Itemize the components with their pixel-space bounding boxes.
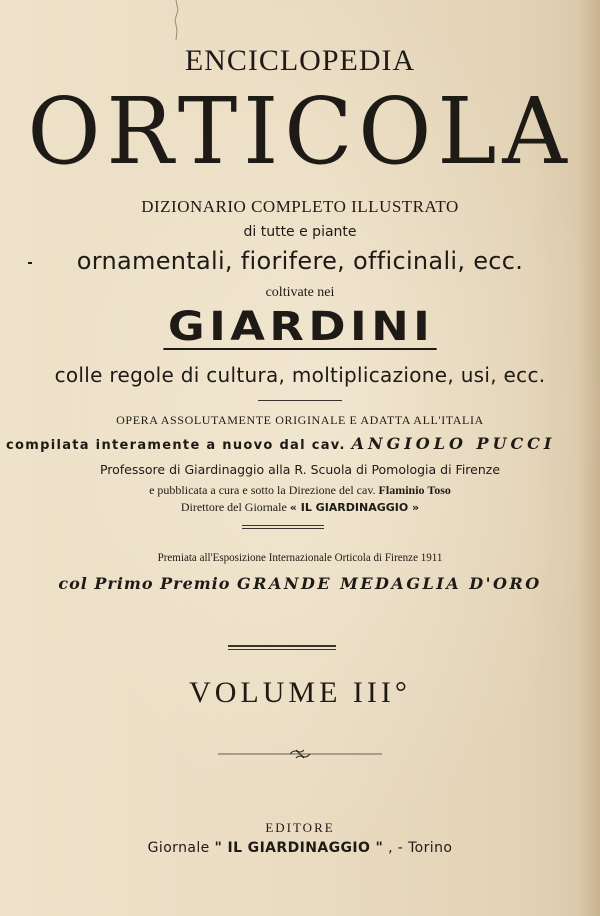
giardini-heading xyxy=(0,304,600,350)
opera-statement: OPERA ASSOLUTAMENTE ORIGINALE E ADATTA ALL'ITALIA xyxy=(116,413,484,427)
divider-double-bottom xyxy=(242,528,324,529)
professore-line: Professore di Giardinaggio alla R. Scuola di Pomologia di Firenze xyxy=(99,462,501,477)
publisher-name: " IL GIARDINAGGIO " xyxy=(214,840,384,856)
journal-name: « IL GIARDINAGGIO » xyxy=(289,501,420,514)
editore-label: EDITORE xyxy=(265,820,335,835)
pubblicata-line xyxy=(0,483,600,498)
direttore-prefix: Direttore del Giornale xyxy=(180,500,287,514)
medal-prefix: col Primo Premio xyxy=(58,574,231,593)
line-regole: colle regole di cultura, moltiplicazione, usi, ecc. xyxy=(54,363,546,387)
ornament-divider xyxy=(0,746,600,762)
medal-line xyxy=(0,574,600,593)
publisher-prefix: Giornale xyxy=(147,840,210,856)
direttore-line xyxy=(0,500,600,515)
publisher-city: , - Torino xyxy=(388,840,453,856)
volume-number: VOLUME III° xyxy=(189,676,411,709)
line-coltivate: coltivate nei xyxy=(265,285,335,300)
award-line: Premiata all'Esposizione Internazionale Orticola di Firenze 1911 xyxy=(157,550,443,564)
author-name: ANGIOLO PUCCI xyxy=(351,434,556,453)
director-name: Flaminio Toso xyxy=(378,483,451,497)
pubblicata-prefix: e pubblicata a cura e sotto la Direzione del cav. xyxy=(149,483,376,497)
author-prefix: compilata interamente a nuovo dal cav. xyxy=(6,438,346,453)
paper-tear-mark xyxy=(172,0,182,40)
divider-volume-thin xyxy=(228,649,336,650)
divider-volume-top xyxy=(228,645,336,647)
divider-short xyxy=(258,400,342,401)
giardini-text: GIARDINI xyxy=(163,306,436,350)
divider-double-top xyxy=(242,525,324,526)
author-line xyxy=(6,434,555,453)
line-tutte: di tutte e piante xyxy=(243,224,357,240)
main-title: ORTICOLA xyxy=(27,78,573,185)
subtitle: DIZIONARIO COMPLETO ILLUSTRATO xyxy=(141,197,459,216)
publisher-line xyxy=(0,840,600,856)
medal-name: GRANDE MEDAGLIA D'ORO xyxy=(237,574,542,593)
line-plant-types: ornamentali, fiorifere, officinali, ecc. xyxy=(76,247,524,275)
series-title: ENCICLOPEDIA xyxy=(184,44,416,77)
